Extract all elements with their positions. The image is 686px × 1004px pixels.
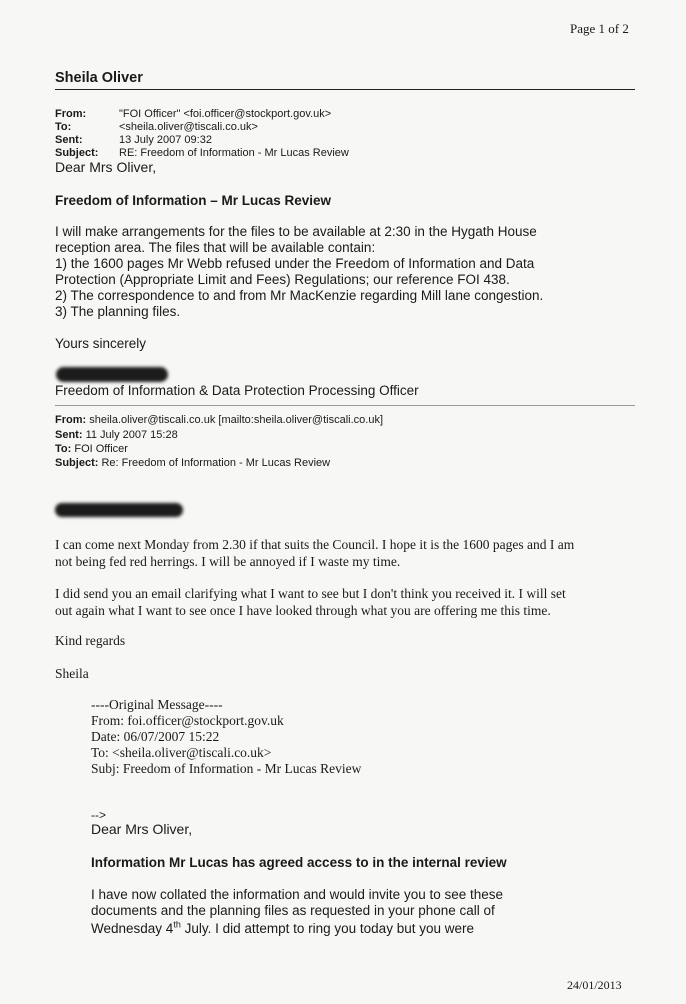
email2-from-line <box>55 414 383 428</box>
original-line1: I have now collated the information and would invite you to see these <box>91 887 504 902</box>
email1-greeting: Dear Mrs Oliver, <box>55 159 157 175</box>
email2-sent: 11 July 2007 15:28 <box>85 429 178 441</box>
email1-to: <sheila.oliver@tiscali.co.uk> <box>119 121 258 133</box>
original-date: Date: 06/07/2007 15:22 <box>91 729 220 744</box>
email1-line3: 1) the 1600 pages Mr Webb refused under the Freedom of Information and Data <box>55 256 535 271</box>
email2-signoff: Sheila <box>55 666 89 681</box>
signature-title: Freedom of Information & Data Protection Processing Officer <box>55 383 419 398</box>
original-line3-a: Wednesday 4 <box>91 921 174 936</box>
original-line2: documents and the planning files as requested in your phone call of <box>91 903 495 918</box>
email1-line4: Protection (Appropriate Limit and Fees) Regulations; our reference FOI 438. <box>55 272 510 287</box>
email2-to-line <box>55 443 128 457</box>
divider-rule <box>55 405 635 406</box>
header-rule <box>55 89 635 90</box>
email2-p1-line1: I can come next Monday from 2.30 if that suits the Council. I hope it is the 1600 pages and I am <box>55 537 575 552</box>
original-heading: Information Mr Lucas has agreed access to in the internal review <box>91 855 507 870</box>
recipient-name: Sheila Oliver <box>55 70 143 86</box>
email1-line1: I will make arrangements for the files to be available at 2:30 in the Hygath House <box>55 224 537 239</box>
email2-from-label: From: <box>55 414 87 426</box>
original-line3-b: July. I did attempt to ring you today but you were <box>180 921 474 936</box>
redacted-signature <box>56 367 168 382</box>
email2-closing: Kind regards <box>55 633 126 648</box>
email1-sent: 13 July 2007 09:32 <box>119 134 212 146</box>
original-from: From: foi.officer@stockport.gov.uk <box>91 713 284 728</box>
email1-line2: reception area. The files that will be available contain: <box>55 240 376 255</box>
from-label: From: <box>55 108 87 120</box>
original-arrow: --> <box>91 808 106 822</box>
email2-from: sheila.oliver@tiscali.co.uk [mailto:sheila.oliver@tiscali.co.uk] <box>89 414 384 426</box>
sent-label: Sent: <box>55 134 83 146</box>
subject-label: Subject: <box>55 147 99 159</box>
email1-from: "FOI Officer" <foi.officer@stockport.gov.uk> <box>119 108 332 120</box>
email2-p2-line2: out again what I want to see once I have looked through what you are offering me this time. <box>55 603 551 618</box>
to-label: To: <box>55 121 72 133</box>
original-marker: ----Original Message---- <box>91 697 223 712</box>
email2-sent-line <box>55 429 178 443</box>
email1-line6: 3) The planning files. <box>55 304 181 319</box>
email2-to-label: To: <box>55 443 72 455</box>
original-to: To: <sheila.oliver@tiscali.co.uk> <box>91 745 272 760</box>
email1-line5: 2) The correspondence to and from Mr MacKenzie regarding Mill lane congestion. <box>55 288 544 303</box>
email2-p1-line2: not being fed red herrings. I will be annoyed if I waste my time. <box>55 554 401 569</box>
original-greeting: Dear Mrs Oliver, <box>91 821 193 837</box>
email1-closing: Yours sincerely <box>55 336 147 351</box>
email1-heading: Freedom of Information – Mr Lucas Review <box>55 193 332 208</box>
email2-p2-line1: I did send you an email clarifying what I want to see but I don't think you received it. I will set <box>55 586 566 601</box>
footer-date: 24/01/2013 <box>567 978 622 992</box>
email2-subject-line <box>55 457 330 471</box>
email2-subject: Re: Freedom of Information - Mr Lucas Review <box>101 457 331 469</box>
email2-to: FOI Officer <box>74 443 128 455</box>
original-line3 <box>91 921 474 937</box>
email1-subject: RE: Freedom of Information - Mr Lucas Review <box>119 147 349 159</box>
original-line3-sup: th <box>173 919 181 930</box>
page-number: Page 1 of 2 <box>570 21 629 36</box>
email2-subject-label: Subject: <box>55 457 99 469</box>
original-subj: Subj: Freedom of Information - Mr Lucas Review <box>91 761 362 776</box>
redacted-salutation <box>55 503 183 517</box>
email2-sent-label: Sent: <box>55 429 83 441</box>
